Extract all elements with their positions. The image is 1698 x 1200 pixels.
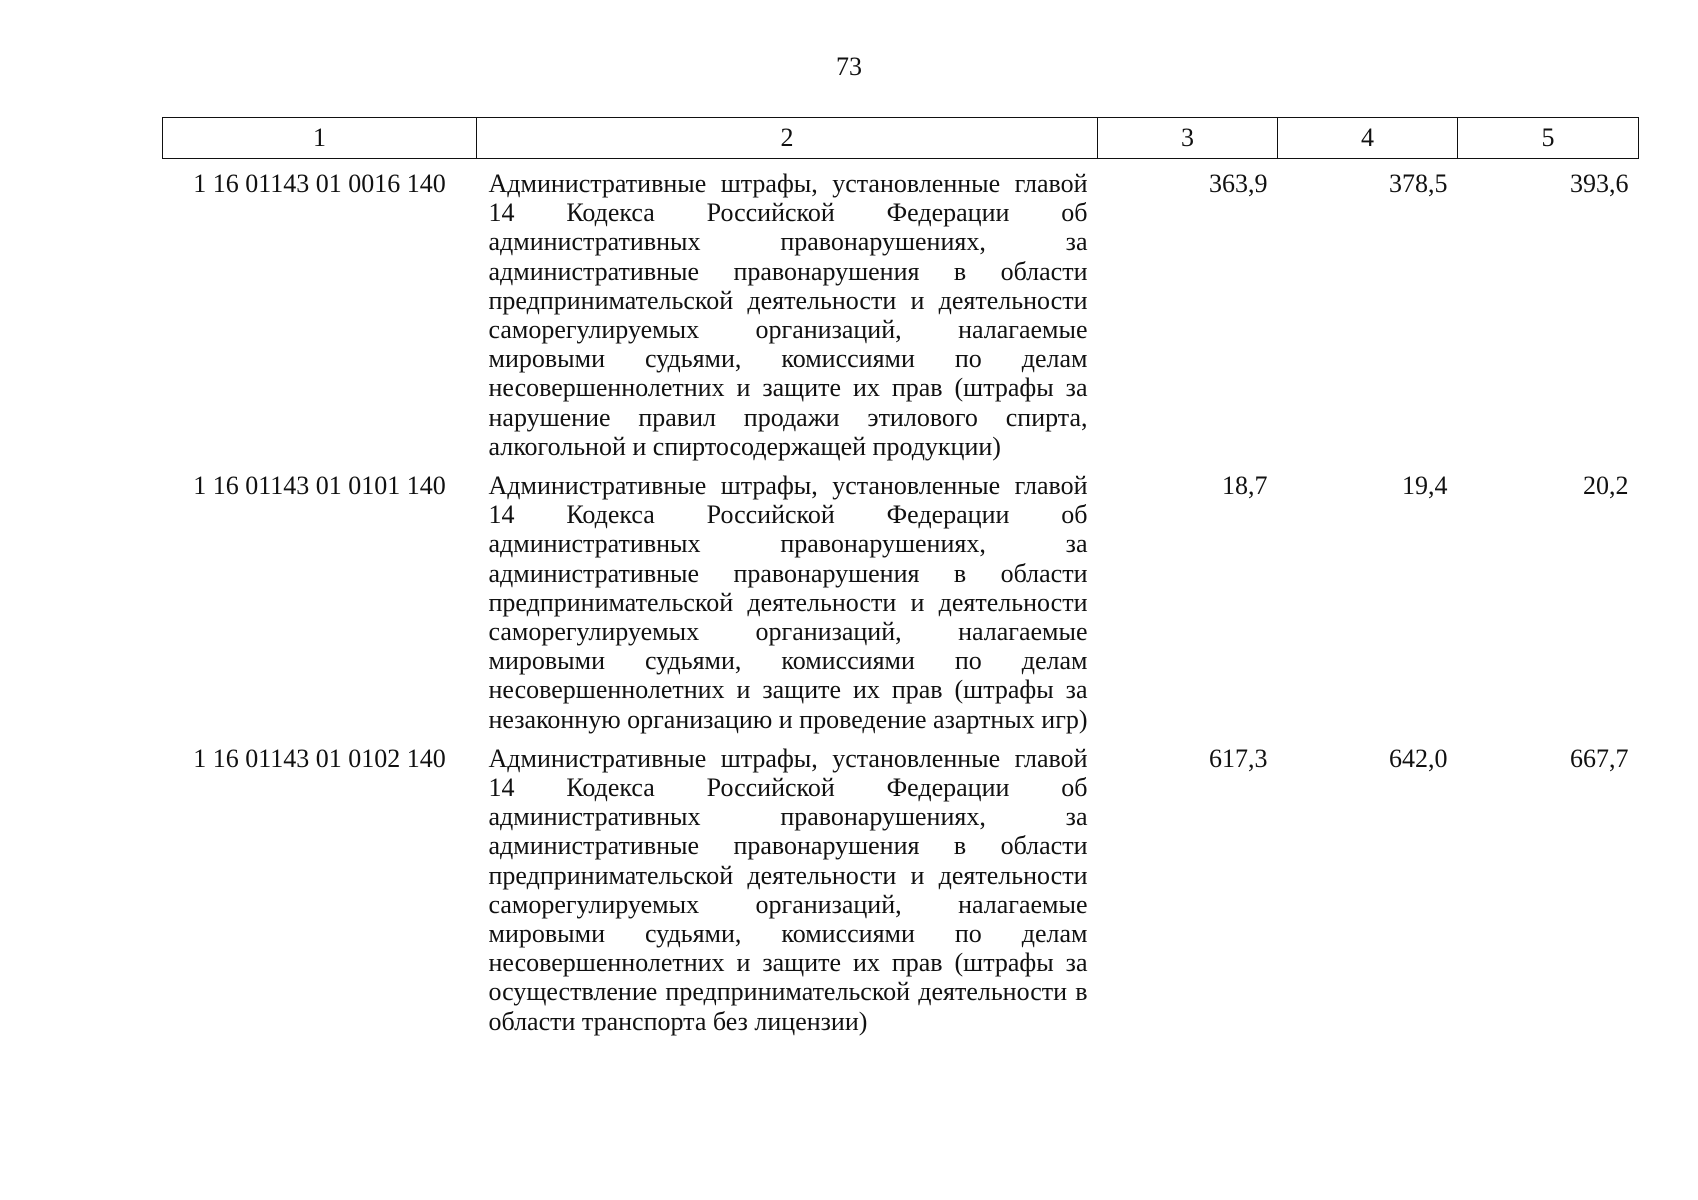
column-header-5: 5 [1458, 118, 1639, 159]
budget-code: 1 16 01143 01 0102 140 [193, 743, 446, 773]
value-col-3: 363,9 [1209, 169, 1268, 198]
value-col-4: 19,4 [1402, 471, 1448, 501]
column-header-4: 4 [1278, 118, 1458, 159]
budget-code: 1 16 01143 01 0016 140 [193, 169, 446, 198]
value-col-4: 642,0 [1389, 743, 1448, 773]
table-row [163, 734, 1639, 1036]
page-number: 73 [836, 52, 862, 81]
budget-table [162, 117, 1639, 1036]
value-col-5: 667,7 [1570, 743, 1629, 773]
table-row [163, 461, 1639, 734]
budget-code: 1 16 01143 01 0101 140 [193, 471, 446, 501]
row-description: Административные штрафы, установленные главой 14 Кодекса Российской Федерации об административных правонарушениях, за административные правонарушения в области предпринимательской деятельности и деятельности саморегулируемых организаций, налагаемые мировыми судьями, комиссиями по делам несовершеннолетних и защите их прав (штрафы за нарушение правил продажи этилового спирта, алкогольной и спиртосодержащей продукции) [488, 169, 1088, 461]
budget-table-container [162, 117, 1638, 1036]
value-col-3: 617,3 [1209, 743, 1268, 773]
row-description: Административные штрафы, установленные главой 14 Кодекса Российской Федерации об административных правонарушениях, за административные правонарушения в области предпринимательской деятельности и деятельности саморегулируемых организаций, налагаемые мировыми судьями, комиссиями по делам несовершеннолетних и защите их прав (штрафы за незаконную организацию и проведение азартных игр) [488, 471, 1088, 734]
table-row [163, 159, 1639, 462]
value-col-4: 378,5 [1389, 169, 1448, 198]
value-col-3: 18,7 [1222, 471, 1268, 501]
row-description: Административные штрафы, установленные главой 14 Кодекса Российской Федерации об административных правонарушениях, за административные правонарушения в области предпринимательской деятельности и деятельности саморегулируемых организаций, налагаемые мировыми судьями, комиссиями по делам несовершеннолетних и защите их прав (штрафы за осуществление предпринимательской деятельности в области транспорта без лицензии) [488, 743, 1088, 1036]
value-col-5: 20,2 [1583, 471, 1629, 501]
column-header-1: 1 [163, 118, 477, 159]
column-header-3: 3 [1098, 118, 1278, 159]
column-header-2: 2 [477, 118, 1098, 159]
table-header-row [163, 118, 1639, 159]
value-col-5: 393,6 [1570, 169, 1629, 198]
